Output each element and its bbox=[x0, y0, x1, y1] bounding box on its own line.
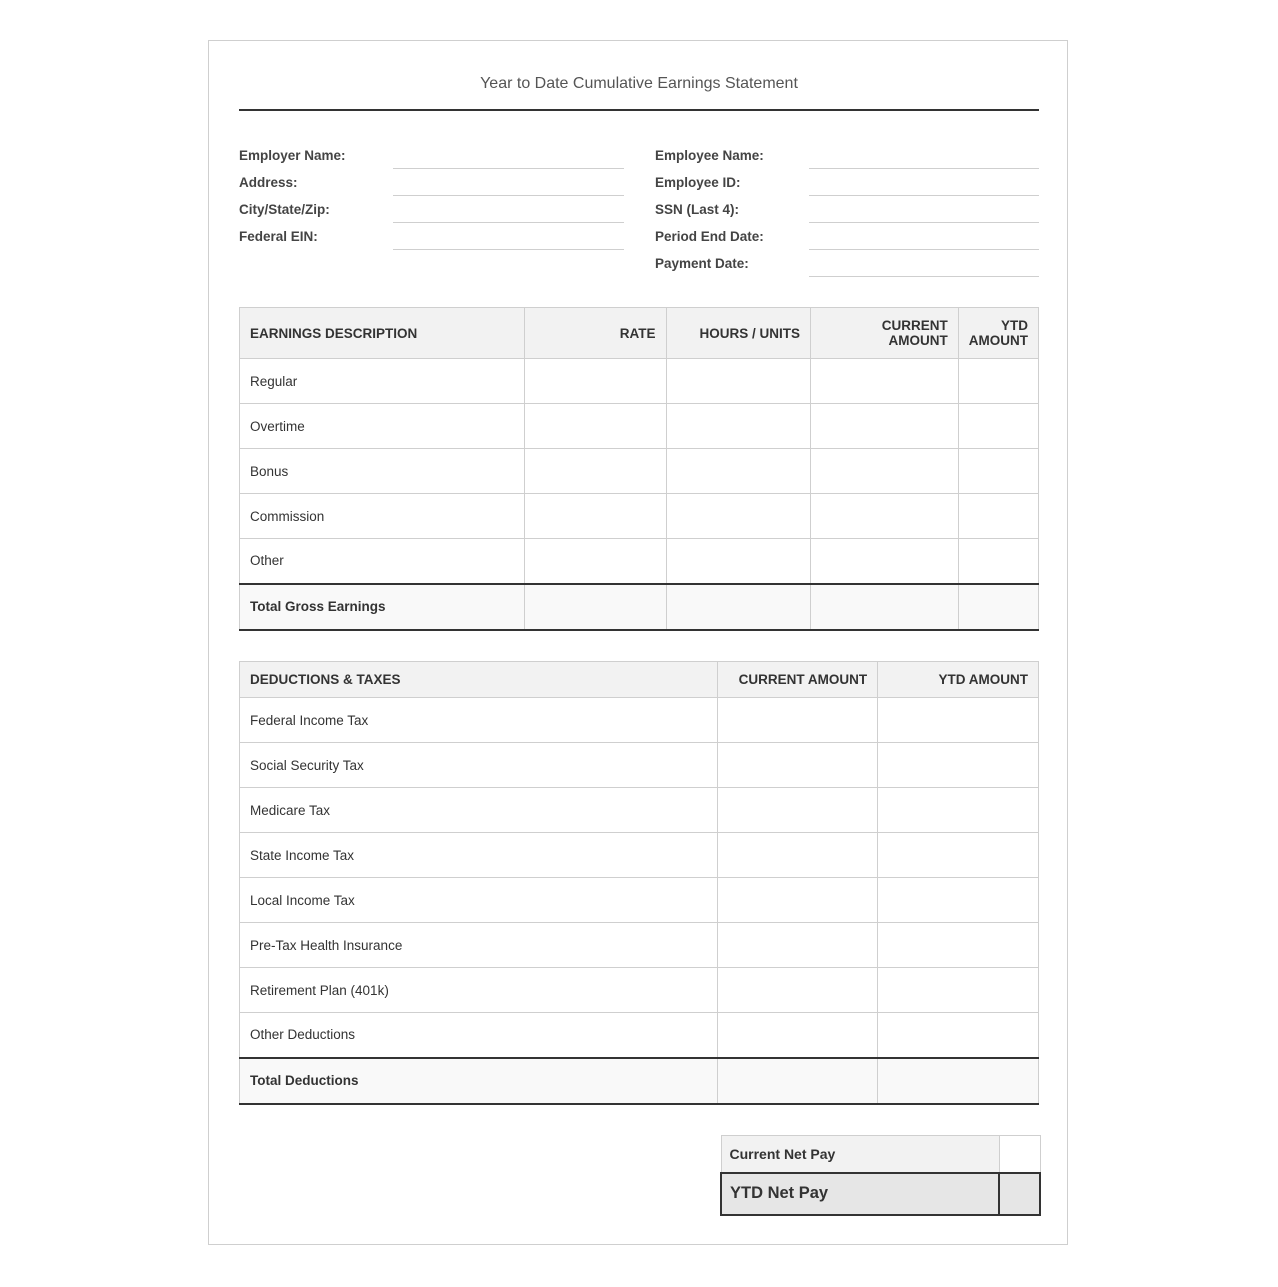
ytd-amount-header: YTD AMOUNT bbox=[958, 308, 1038, 359]
ytd-amount-cell[interactable] bbox=[958, 449, 1038, 494]
deduction-description: Other Deductions bbox=[240, 1013, 718, 1058]
deduction-current-cell[interactable] bbox=[718, 833, 878, 878]
employee-id-label: Employee ID: bbox=[655, 175, 741, 190]
total-ytd-amount-cell[interactable] bbox=[958, 584, 1038, 630]
total-current-amount-cell[interactable] bbox=[811, 584, 959, 630]
total-deductions-current-cell[interactable] bbox=[718, 1058, 878, 1104]
earnings-header-row bbox=[240, 308, 1039, 359]
rate-cell[interactable] bbox=[525, 449, 667, 494]
ytd-amount-cell[interactable] bbox=[958, 494, 1038, 539]
deductions-taxes-header: DEDUCTIONS & TAXES bbox=[240, 662, 718, 698]
deduction-current-cell[interactable] bbox=[718, 968, 878, 1013]
table-row bbox=[240, 404, 1039, 449]
document-title: Year to Date Cumulative Earnings Statement bbox=[480, 75, 798, 92]
ytd-amount-cell[interactable] bbox=[958, 404, 1038, 449]
employer-address-row bbox=[239, 169, 624, 196]
deduction-ytd-cell[interactable] bbox=[878, 833, 1039, 878]
ytd-amount-cell[interactable] bbox=[958, 359, 1038, 404]
total-hours-cell[interactable] bbox=[666, 584, 811, 630]
hours-cell[interactable] bbox=[666, 404, 811, 449]
deduction-description: Medicare Tax bbox=[240, 788, 718, 833]
hours-cell[interactable] bbox=[666, 449, 811, 494]
employee-ssn-row bbox=[655, 196, 1039, 223]
table-row bbox=[240, 494, 1039, 539]
deduction-description: Federal Income Tax bbox=[240, 698, 718, 743]
deduction-description: State Income Tax bbox=[240, 833, 718, 878]
deduction-ytd-cell[interactable] bbox=[878, 968, 1039, 1013]
earning-description: Other bbox=[240, 539, 525, 584]
deductions-current-amount-header: CURRENT AMOUNT bbox=[718, 662, 878, 698]
total-deductions-row bbox=[240, 1058, 1039, 1104]
deduction-ytd-cell[interactable] bbox=[878, 743, 1039, 788]
deduction-current-cell[interactable] bbox=[718, 923, 878, 968]
deduction-ytd-cell[interactable] bbox=[878, 923, 1039, 968]
table-row bbox=[240, 449, 1039, 494]
table-row bbox=[240, 788, 1039, 833]
current-net-pay-row bbox=[721, 1136, 1040, 1173]
deduction-ytd-cell[interactable] bbox=[878, 788, 1039, 833]
earning-description: Bonus bbox=[240, 449, 525, 494]
deduction-ytd-cell[interactable] bbox=[878, 878, 1039, 923]
deductions-header-row bbox=[240, 662, 1039, 698]
deduction-current-cell[interactable] bbox=[718, 698, 878, 743]
rate-cell[interactable] bbox=[525, 494, 667, 539]
ytd-net-pay-value[interactable] bbox=[999, 1173, 1040, 1215]
employee-name-row bbox=[655, 142, 1039, 169]
payment-date-field[interactable] bbox=[809, 276, 1039, 277]
ytd-net-pay-label: YTD Net Pay bbox=[721, 1173, 999, 1215]
current-amount-cell[interactable] bbox=[811, 539, 959, 584]
table-row bbox=[240, 833, 1039, 878]
employee-name-label: Employee Name: bbox=[655, 148, 764, 163]
table-row bbox=[240, 743, 1039, 788]
period-end-row bbox=[655, 223, 1039, 250]
title-divider bbox=[239, 109, 1039, 111]
employer-address-label: Address: bbox=[239, 175, 298, 190]
hours-cell[interactable] bbox=[666, 359, 811, 404]
current-amount-cell[interactable] bbox=[811, 494, 959, 539]
hours-cell[interactable] bbox=[666, 494, 811, 539]
employer-name-row bbox=[239, 142, 624, 169]
current-net-pay-value[interactable] bbox=[999, 1136, 1040, 1173]
total-deductions-ytd-cell[interactable] bbox=[878, 1058, 1039, 1104]
total-rate-cell[interactable] bbox=[525, 584, 667, 630]
net-pay-table bbox=[720, 1135, 1041, 1216]
table-row bbox=[240, 539, 1039, 584]
employer-ein-row bbox=[239, 223, 624, 250]
deduction-current-cell[interactable] bbox=[718, 743, 878, 788]
current-amount-cell[interactable] bbox=[811, 449, 959, 494]
ytd-net-pay-row bbox=[721, 1173, 1040, 1215]
earning-description: Regular bbox=[240, 359, 525, 404]
hours-cell[interactable] bbox=[666, 539, 811, 584]
current-amount-cell[interactable] bbox=[811, 404, 959, 449]
deduction-description: Social Security Tax bbox=[240, 743, 718, 788]
employer-city-row bbox=[239, 196, 624, 223]
earning-description: Commission bbox=[240, 494, 525, 539]
current-amount-header: CURRENT AMOUNT bbox=[811, 308, 959, 359]
table-row bbox=[240, 923, 1039, 968]
table-row bbox=[240, 359, 1039, 404]
table-row bbox=[240, 698, 1039, 743]
deduction-description: Pre-Tax Health Insurance bbox=[240, 923, 718, 968]
deductions-table bbox=[239, 661, 1039, 1105]
payment-date-label: Payment Date: bbox=[655, 256, 749, 271]
deduction-description: Local Income Tax bbox=[240, 878, 718, 923]
table-row bbox=[240, 878, 1039, 923]
earnings-description-header: EARNINGS DESCRIPTION bbox=[240, 308, 525, 359]
total-gross-earnings-label: Total Gross Earnings bbox=[240, 584, 525, 630]
deduction-ytd-cell[interactable] bbox=[878, 698, 1039, 743]
payment-date-row bbox=[655, 250, 1039, 277]
hours-units-header: HOURS / UNITS bbox=[666, 308, 811, 359]
table-row bbox=[240, 968, 1039, 1013]
employee-id-row bbox=[655, 169, 1039, 196]
deductions-ytd-amount-header: YTD AMOUNT bbox=[878, 662, 1039, 698]
deduction-description: Retirement Plan (401k) bbox=[240, 968, 718, 1013]
current-net-pay-label: Current Net Pay bbox=[721, 1136, 999, 1173]
earning-description: Overtime bbox=[240, 404, 525, 449]
current-amount-cell[interactable] bbox=[811, 359, 959, 404]
total-gross-earnings-row bbox=[240, 584, 1039, 630]
rate-header: RATE bbox=[525, 308, 667, 359]
rate-cell[interactable] bbox=[525, 404, 667, 449]
period-end-label: Period End Date: bbox=[655, 229, 764, 244]
earnings-table bbox=[239, 307, 1039, 631]
employee-ssn-label: SSN (Last 4): bbox=[655, 202, 740, 217]
statement-page bbox=[208, 40, 1068, 1245]
employer-city-label: City/State/Zip: bbox=[239, 202, 330, 217]
employer-ein-label: Federal EIN: bbox=[239, 229, 318, 244]
rate-cell[interactable] bbox=[525, 359, 667, 404]
rate-cell[interactable] bbox=[525, 539, 667, 584]
deduction-current-cell[interactable] bbox=[718, 878, 878, 923]
table-row bbox=[240, 1013, 1039, 1058]
deduction-current-cell[interactable] bbox=[718, 1013, 878, 1058]
total-deductions-label: Total Deductions bbox=[240, 1058, 718, 1104]
deduction-current-cell[interactable] bbox=[718, 788, 878, 833]
employer-name-label: Employer Name: bbox=[239, 148, 346, 163]
ytd-amount-cell[interactable] bbox=[958, 539, 1038, 584]
deduction-ytd-cell[interactable] bbox=[878, 1013, 1039, 1058]
employer-ein-field[interactable] bbox=[393, 249, 624, 250]
